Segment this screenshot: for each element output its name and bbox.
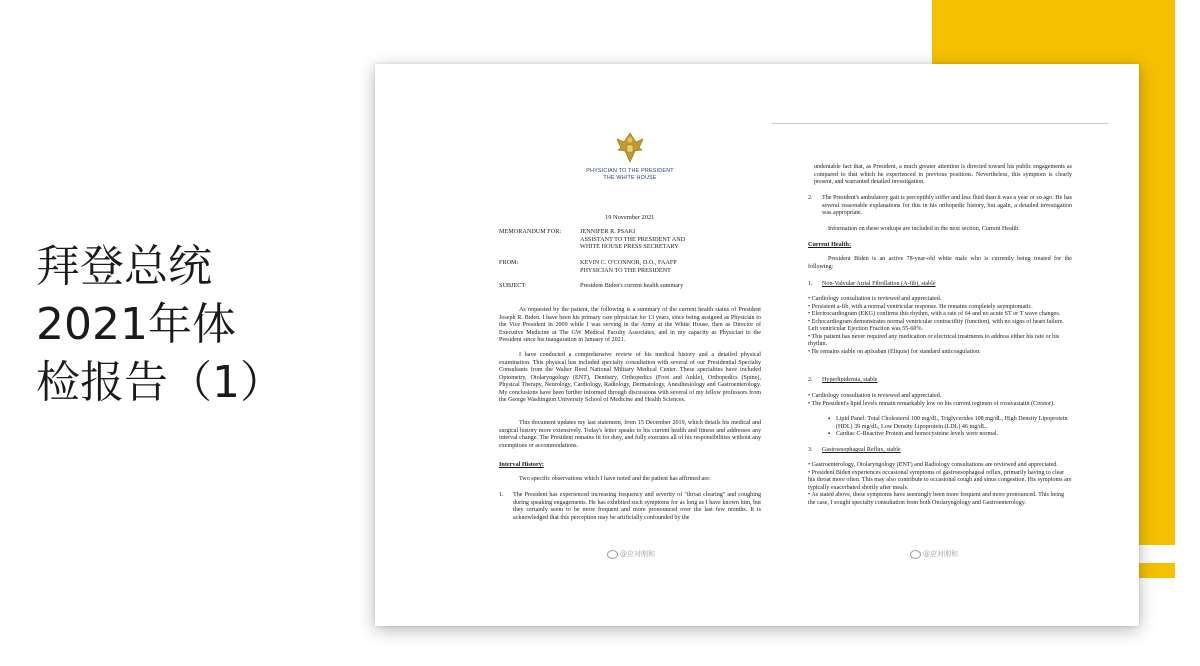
bullet-item: • Cardiology consultation is reviewed and appreciated. (808, 296, 942, 302)
memo-from-label: FROM: (499, 259, 519, 266)
bullet-item: • As stated above, these symptoms have seemingly been more frequent and more pronounced. This being the case, I sought specialty consultation from both Otolaryngology and Gastroenterology. (808, 492, 1065, 506)
item-text: The President's ambulatory gait is perceptibly stiffer and less fluid than it was a year or so ago. He has several reasonable explanations for this in his orthopedic history, but again, a detailed investigation was appropriate. (822, 195, 1072, 216)
section-label: Non-Valvular Atrial Fibrillation (A-fib), stable (822, 281, 936, 287)
bullet-list (808, 462, 1072, 507)
bullet-item: • Echocardiogram demonstrates normal ventricular contractility (function), with no signs of heart failure. Left ventricular Ejection Fraction was 55-60%. (808, 318, 1064, 332)
letter-paragraph: This document updates my last statement, from 15 December 2019, which details his medical and surgical history more extensively. Today's letter speaks to his current health and fitness and addresses any interval change. The President remains fit for duty, and fully executes all of his responsibilities without any exemptions or accommodations. (499, 420, 761, 449)
memo-line: PHYSICIAN TO THE PRESIDENT (580, 266, 671, 274)
bullet-item: • Persistent a-fib, with a normal ventricular response. He remains completely asymptomatic. (808, 303, 1033, 310)
letter-paragraph: undeniable fact that, as President, a much greater attention is directed toward his public engagements as compared to that which he experienced in previous positions. Nevertheless, this symptom is clearly present, and warranted detailed investigation. (814, 164, 1072, 185)
header-rule (772, 123, 1108, 124)
memo-line: KEVIN C. O'CONNOR, D.O., FAAFP (580, 259, 677, 266)
memo-for-value (580, 228, 780, 251)
sub-bullet-list (828, 416, 1072, 439)
memo-from-value (580, 259, 780, 274)
watermark-text: @应对刚和 (620, 550, 655, 558)
memo-subject-value: President Biden's current health summary (580, 282, 684, 289)
condition-heading (808, 281, 936, 287)
memo-line: ASSISTANT TO THE PRESIDENT AND (580, 235, 686, 243)
current-health-heading: Current Health: (808, 241, 852, 248)
title-line: 拜登总统 (36, 241, 212, 292)
presidential-eagle-seal-icon (615, 130, 645, 164)
bullet-list (808, 393, 1072, 408)
bullet-item: • This patient has never required any medication or electrical treatments to address either his rate or his rhythm. (808, 333, 1060, 347)
letterhead-title: PHYSICIAN TO THE PRESIDENT (586, 168, 674, 174)
letter-paragraph: President Biden is an active 78-year-old white male who is currently being treated for the following: (808, 256, 1072, 270)
item-number: 1. (499, 492, 504, 498)
condition-heading (808, 447, 901, 453)
watermark-text: @应对刚和 (923, 550, 958, 558)
interval-history-heading: Interval History: (499, 461, 544, 468)
watermark (607, 549, 655, 559)
watermark (910, 549, 958, 559)
memo-for-label: MEMORANDUM FOR: (499, 228, 562, 235)
memo-line: JENNIFER R. PSAKI (580, 228, 636, 235)
letterhead-subtitle: THE WHITE HOUSE (603, 175, 657, 181)
letter-paragraph: Information on these workups are included in the next section, Current Health. (828, 226, 1020, 232)
sub-bullet-item: ▪ Lipid Panel: Total Cholesterol 100 mg/dL, Triglycerides 108 mg/dL, High Density Lipoprotein (HDL) 39 mg/dL, Low Density Lipoprotein (LDL) 46 mg/dL. (828, 416, 1072, 431)
item-text: The President has experienced increasing frequency and severity of "throat clearing" and coughing during speaking engagements. He has exhibited such symptoms for as long as I have known him, but they certainly seem to be more frequent and more pronounced over the last few months. It is acknowledged that this perception may be artificially confounded by the (513, 492, 761, 521)
bullet-item: • President Biden experiences occasional symptoms of gastroesophageal reflux, primarily having to clear his throat more often. This may also contribute to occasional cough and sinus congestion. His symptoms are typically exacerbated shortly after meals. (808, 469, 1072, 491)
accent-bar (1137, 563, 1175, 578)
numbered-item (808, 195, 1072, 218)
section-number: 1. (808, 281, 813, 287)
slide-title (36, 238, 356, 412)
numbered-item (499, 492, 761, 522)
letter-date: 19 November 2021 (605, 214, 655, 221)
sub-bullet-item: ▪ Cardiac C-Reactive Protein and homocysteine levels were normal. (828, 431, 1072, 439)
letter-paragraph: I have conducted a comprehensive review of his medical history and a detailed physical examination. This physical has included specialty consultation with several of our Presidential Specialty Consultants from the Walter Reed National Military Medical Center. These specialties have included Optometry, Otolaryngology (ENT), Dentistry, Orthopedics (Foot and Ankle), Orthopedics (Spine), Physical Therapy, Neurology, Cardiology, Radiology, Dermatology, Anesthesiology and Gastroenterology. My conclusions have been further informed through discussions with several of my fellow professors from the George Washington University School of Medicine and Health Sciences. (499, 352, 761, 403)
section-number: 2. (808, 377, 813, 383)
bullet-item: • He remains stable on apixaban (Eliquis) for standard anticoagulation. (808, 348, 981, 355)
weibo-icon (607, 550, 618, 559)
bullet-item: • Gastroenterology, Otolaryngology (ENT) and Radiology consultations are reviewed and appreciated. (808, 462, 1058, 468)
letter-paragraph: As requested by the patient, the following is a summary of the current health status of President Joseph R. Biden. I have been his primary care physician for 13 years, since being assigned as Physician to the Vice President in 2009 while I was serving in the Army at the White House, then as Director of Executive Medicine at The GW Medical Faculty Associates, and in my capacity as Physician to the President since his inauguration in January of 2021. (499, 307, 761, 343)
title-line: 检报告（1） (36, 357, 284, 408)
bullet-item: • Cardiology consultation is reviewed and appreciated. (808, 393, 942, 399)
letterhead (499, 168, 761, 182)
bullet-list (808, 296, 1072, 356)
condition-heading (808, 377, 878, 383)
document-sheet (375, 64, 1139, 626)
memo-subject-label: SUBJECT: (499, 282, 527, 289)
bullet-item: • The President's lipid levels remain remarkably low on his current regimen of rosuvastatin (Crestor). (808, 400, 1055, 407)
bullet-item: • Electrocardiogram (EKG) confirms this rhythm, with a rate of 64 and no acute ST or T wave changes. (808, 311, 1061, 317)
section-number: 3. (808, 447, 813, 453)
section-label: Gastroesophageal Reflux, stable (822, 447, 901, 453)
item-number: 2. (808, 195, 813, 201)
weibo-icon (910, 550, 921, 559)
memo-line: WHITE HOUSE PRESS SECRETARY (580, 243, 679, 251)
letter-paragraph: Two specific observations which I have noted and the patient has affirmed are: (519, 476, 711, 482)
title-line: 2021年体 (36, 299, 236, 350)
section-label: Hyperlipidemia, stable (822, 377, 878, 383)
